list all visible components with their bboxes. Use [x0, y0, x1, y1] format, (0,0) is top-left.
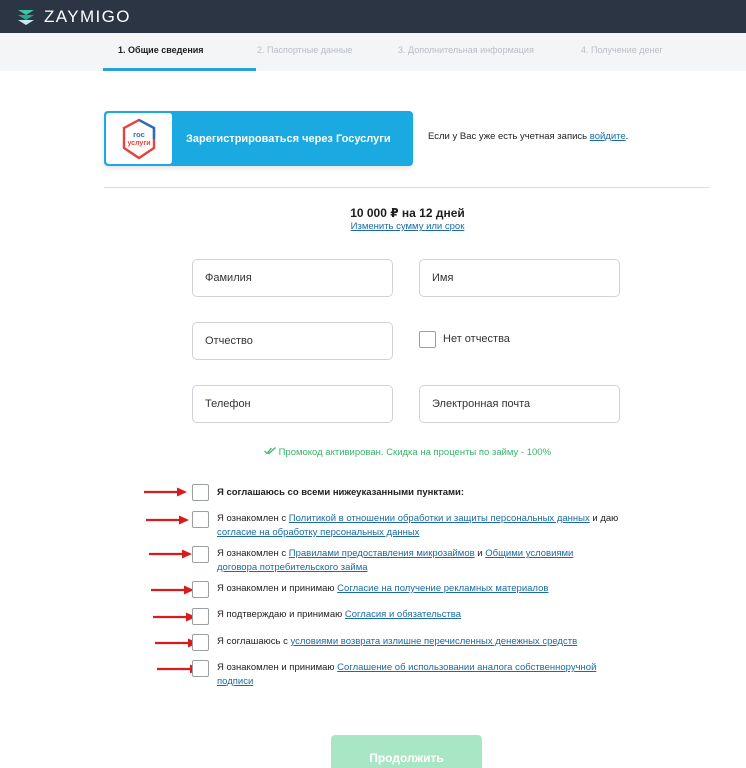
top-bar: [0, 0, 746, 33]
agree-rules-text: Я ознакомлен с: [217, 548, 289, 559]
agree-signature-label: [217, 661, 622, 689]
red-arrow-icon: [150, 585, 194, 595]
agree-obligations-checkbox[interactable]: [192, 608, 209, 625]
agree-ads-text: Я ознакомлен и принимаю: [217, 583, 338, 594]
red-arrow-icon: [143, 487, 187, 497]
promo-message: [0, 447, 746, 458]
ads-consent-link[interactable]: Согласие на получение рекламных материалов: [337, 583, 549, 594]
agree-signature-checkbox[interactable]: [192, 660, 209, 677]
agree-ads-label: [217, 582, 627, 596]
login-link[interactable]: войдите: [589, 131, 626, 142]
logo[interactable]: [16, 7, 131, 27]
agree-rules-label: [217, 547, 607, 575]
loan-summary: 10 000 ₽ на 12 дней: [350, 206, 465, 220]
agree-privacy-text: Я ознакомлен с: [217, 513, 289, 524]
change-amount-link[interactable]: Изменить сумму или срок: [350, 221, 465, 232]
gosuslugi-button-label: Зарегистрироваться через Госуслуги: [186, 132, 391, 145]
phone-input[interactable]: [192, 385, 393, 423]
agree-rules-text-2: и: [474, 548, 486, 559]
gosuslugi-shield-icon: [121, 118, 157, 160]
agree-privacy-text-2: и даю: [589, 513, 619, 524]
login-prompt-suffix: .: [625, 131, 629, 142]
agree-rules-checkbox[interactable]: [192, 546, 209, 563]
no-patronymic-label: Нет отчества: [443, 333, 510, 345]
section-divider: [104, 187, 710, 188]
agree-privacy-checkbox[interactable]: [192, 511, 209, 528]
privacy-policy-link[interactable]: Политикой в отношении обработки и защиты персональных данных: [288, 513, 590, 524]
refund-terms-link[interactable]: условиями возврата излишне перечисленных денежных средств: [290, 636, 578, 647]
agree-privacy-label: [217, 512, 627, 540]
step-additional-info[interactable]: 3. Дополнительная информация: [398, 45, 534, 55]
step-passport-data[interactable]: 2. Паспортные данные: [257, 45, 353, 55]
svg-text:гос: гос: [133, 129, 145, 139]
patronymic-input[interactable]: [192, 322, 393, 360]
personal-data-consent-link[interactable]: согласие на обработку персональных данных: [217, 527, 420, 538]
double-check-icon: [264, 447, 276, 455]
agree-obligations-label: [217, 608, 627, 622]
change-amount-wrapper: [0, 221, 746, 232]
no-patronymic-checkbox[interactable]: [419, 331, 436, 348]
red-arrow-icon: [152, 612, 196, 622]
step-get-money[interactable]: 4. Получение денег: [581, 45, 663, 55]
red-arrow-icon: [145, 515, 189, 525]
obligations-link[interactable]: Согласия и обязательства: [344, 609, 462, 620]
svg-text:услуги: услуги: [127, 139, 151, 147]
logo-text: ZAYMIGO: [44, 7, 131, 26]
last-name-input[interactable]: [192, 259, 393, 297]
red-arrow-icon: [148, 549, 192, 559]
agree-all-label: Я соглашаюсь со всеми нижеуказанными пунктами:: [217, 487, 465, 498]
promo-text: Промокод активирован. Скидка на проценты по займу - 100%: [278, 447, 552, 458]
general-conditions-link[interactable]: Общими условиями договора потребительского займа: [217, 548, 574, 573]
login-prompt: [428, 131, 628, 142]
login-prompt-text: Если у Вас уже есть учетная запись: [428, 131, 590, 142]
first-name-input[interactable]: [419, 259, 620, 297]
active-step-indicator: [103, 68, 256, 71]
signature-agreement-link[interactable]: Соглашение об использовании аналога собственноручной подписи: [217, 662, 597, 687]
agree-refund-text: Я соглашаюсь с: [217, 636, 291, 647]
agree-obligations-text: Я подтверждаю и принимаю: [217, 609, 345, 620]
agree-ads-checkbox[interactable]: [192, 581, 209, 598]
steps-bar: [0, 33, 746, 71]
gosuslugi-logo: [106, 113, 172, 164]
gosuslugi-register-button[interactable]: [104, 111, 413, 166]
agree-refund-checkbox[interactable]: [192, 634, 209, 651]
continue-button[interactable]: Продолжить: [331, 735, 482, 768]
agree-all-checkbox[interactable]: [192, 484, 209, 501]
zaymigo-logo-icon: [16, 8, 36, 26]
step-general-info[interactable]: 1. Общие сведения: [118, 45, 204, 55]
agree-refund-label: [217, 635, 627, 649]
microloan-rules-link[interactable]: Правилами предоставления микрозаймов: [288, 548, 475, 559]
email-input[interactable]: [419, 385, 620, 423]
agree-signature-text: Я ознакомлен и принимаю: [217, 662, 338, 673]
